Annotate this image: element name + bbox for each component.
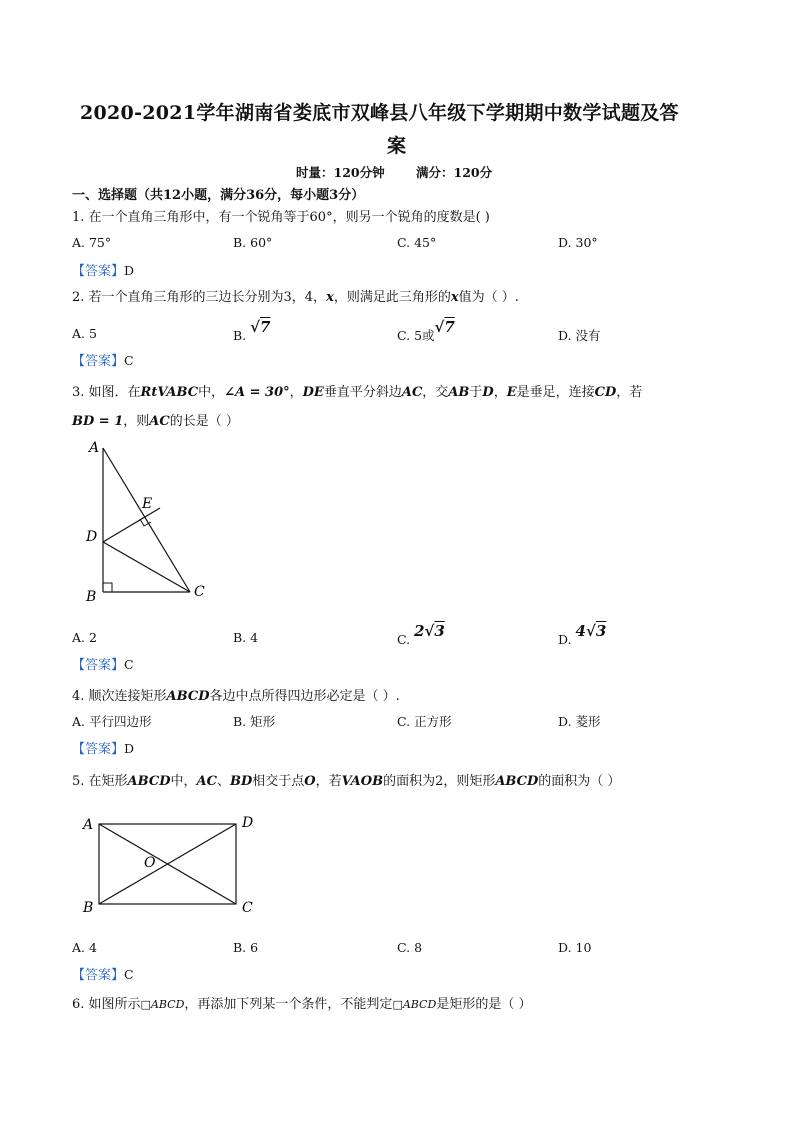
q4-text: 各边中点所得四边形必定是（ ）. [209,689,400,704]
q1-option-a: A. 75° [72,235,112,250]
q5-text: 、 [216,774,230,789]
sqrt-icon: √ [434,318,445,336]
q3-text: ，若 [616,385,643,400]
q2-var-x: x [326,290,334,305]
question-5-stem [72,770,620,789]
q3-text: 的长是（ ） [169,414,239,429]
sqrt-icon: √ [424,622,435,640]
label-e: E [142,496,153,512]
q5-option-d: D. 10 [558,940,592,955]
q3-text: 中， [198,385,225,400]
q5-text: 中， [170,774,197,789]
q3-math-bd: BD = 1 [72,414,124,429]
q3-text: 3. 如图．在 [72,385,141,400]
q3-text: ，交 [422,385,449,400]
q4-answer-value: D [124,741,135,756]
q3-option-d-radicand: 3 [595,622,607,640]
q3-triangle-figure [80,436,220,606]
q2-option-b [233,318,271,343]
q2-option-b-label: B. [233,328,251,343]
q3-math-de: DE [302,385,324,400]
q2-answer-value: C [124,353,134,368]
q3-option-c-coef: 2 [414,622,425,640]
label-d: D [86,529,98,545]
right-angle-mark-b [103,583,112,592]
label-a: A [89,440,100,456]
q2-text-a: 2. 若一个直角三角形的三边长分别为3，4， [72,290,327,305]
q3-option-a: A. 2 [72,630,97,645]
q3-text: 于 [469,385,483,400]
q5-option-c: C. 8 [397,940,423,955]
question-6-stem [72,993,531,1012]
exam-time: 时量：120分钟 [296,165,385,180]
q3-option-d-coef: 4 [575,622,586,640]
q5-math-ac: AC [196,774,217,789]
q3-option-c-label: C. [397,632,415,647]
q1-option-d: D. 30° [558,235,598,250]
page-title-continued: 案 [387,135,407,157]
answer-tag: 【答案】 [72,742,125,757]
q3-text: 是垂足，连接 [516,385,595,400]
q3-option-c-radicand: 3 [434,622,445,640]
question-3-stem-line2 [72,410,239,429]
q5-rectangle-figure [78,810,268,920]
q2-text-c: 值为（ ）. [458,290,519,305]
q2-option-a: A. 5 [72,326,97,341]
q2-option-d: D. 没有 [558,328,601,343]
section-heading: 一、选择题（共12小题，满分36分，每小题3分） [72,188,365,203]
question-2-stem [72,286,519,305]
label-a: A [83,817,94,833]
q2-answer [72,350,134,369]
answer-tag: 【答案】 [72,968,125,983]
segment-cd [103,542,190,592]
q3-math-ab: AB [448,385,470,400]
q4-option-d: D. 菱形 [558,714,601,729]
q6-text: ，再添加下列某一个条件，不能判定 [184,997,393,1012]
q6-math-parallelogram: □ABCD [140,998,185,1011]
answer-tag: 【答案】 [72,264,125,279]
segment-de [103,508,160,542]
label-b: B [86,589,97,605]
q5-math-bd: BD [229,774,253,789]
edge-ac [103,448,190,592]
q5-option-b: B. 6 [233,940,259,955]
q5-math-abcd: ABCD [127,774,171,789]
q5-text: 的面积为（ ） [538,774,621,789]
q2-option-c-label: C. 5或 [397,328,435,343]
q6-text: 6. 如图所示 [72,997,141,1012]
q3-text: ， [493,385,507,400]
q5-answer [72,964,134,983]
q3-answer-value: C [124,657,134,672]
q3-math-ac2: AC [149,414,170,429]
q5-text: 相交于点 [252,774,305,789]
q3-math-ac: AC [401,385,423,400]
label-c: C [194,584,205,600]
q3-math-angle: ∠A = 30° [224,385,290,400]
question-1-stem: 1. 在一个直角三角形中，有一个锐角等于60°，则另一个锐角的度数是( ) [72,210,490,225]
q5-text: 5. 在矩形 [72,774,128,789]
q1-answer-value: D [124,263,135,278]
q2-var-x-2: x [450,290,459,305]
exam-score: 满分：120分 [416,165,493,180]
q3-option-c [397,622,445,647]
q3-math-d: D [482,385,494,400]
q5-answer-value: C [124,967,134,982]
q4-answer [72,738,134,757]
label-c: C [242,900,253,916]
q3-text: ，则 [123,414,150,429]
q2-option-c-radicand: 7 [444,318,455,336]
answer-tag: 【答案】 [72,354,125,369]
q1-answer [72,260,134,279]
q3-math-e: E [506,385,517,400]
label-d: D [242,815,254,831]
q3-answer [72,654,134,673]
sqrt-icon: √ [585,622,596,640]
q3-option-d-label: D. [558,632,576,647]
label-o: O [144,855,156,871]
q5-text: ，若 [315,774,342,789]
q4-option-a: A. 平行四边形 [72,714,152,729]
question-4-stem [72,685,400,704]
q6-text: 是矩形的是（ ） [436,997,532,1012]
q3-math-cd: CD [594,385,617,400]
q4-math-abcd: ABCD [166,689,210,704]
sqrt-icon: √ [250,318,260,336]
q3-text: 垂直平分斜边 [323,385,402,400]
q6-math-parallelogram-2: □ABCD [392,998,437,1011]
page-title: 2020-2021学年湖南省娄底市双峰县八年级下学期期中数学试题及答 [80,102,679,124]
label-b: B [83,900,94,916]
q5-math-abcd2: ABCD [495,774,539,789]
q3-option-d [558,622,607,647]
q1-option-b: B. 60° [233,235,273,250]
q3-option-b: B. 4 [233,630,259,645]
q1-option-c: C. 45° [397,235,437,250]
q5-math-o: O [304,774,316,789]
question-3-stem-line1 [72,381,642,400]
q3-text: ， [289,385,303,400]
q5-option-a: A. 4 [72,940,97,955]
q4-option-c: C. 正方形 [397,714,452,729]
q2-option-b-radicand: 7 [260,318,271,336]
answer-tag: 【答案】 [72,658,125,673]
q2-text-b: ，则满足此三角形的 [333,290,451,305]
q4-text: 4. 顺次连接矩形 [72,689,167,704]
q5-math-aob: VAOB [341,774,384,789]
q5-text: 的面积为2，则矩形 [383,774,496,789]
q3-math-rt: RtVABC [140,385,199,400]
q2-option-c [397,318,455,343]
q4-option-b: B. 矩形 [233,714,276,729]
